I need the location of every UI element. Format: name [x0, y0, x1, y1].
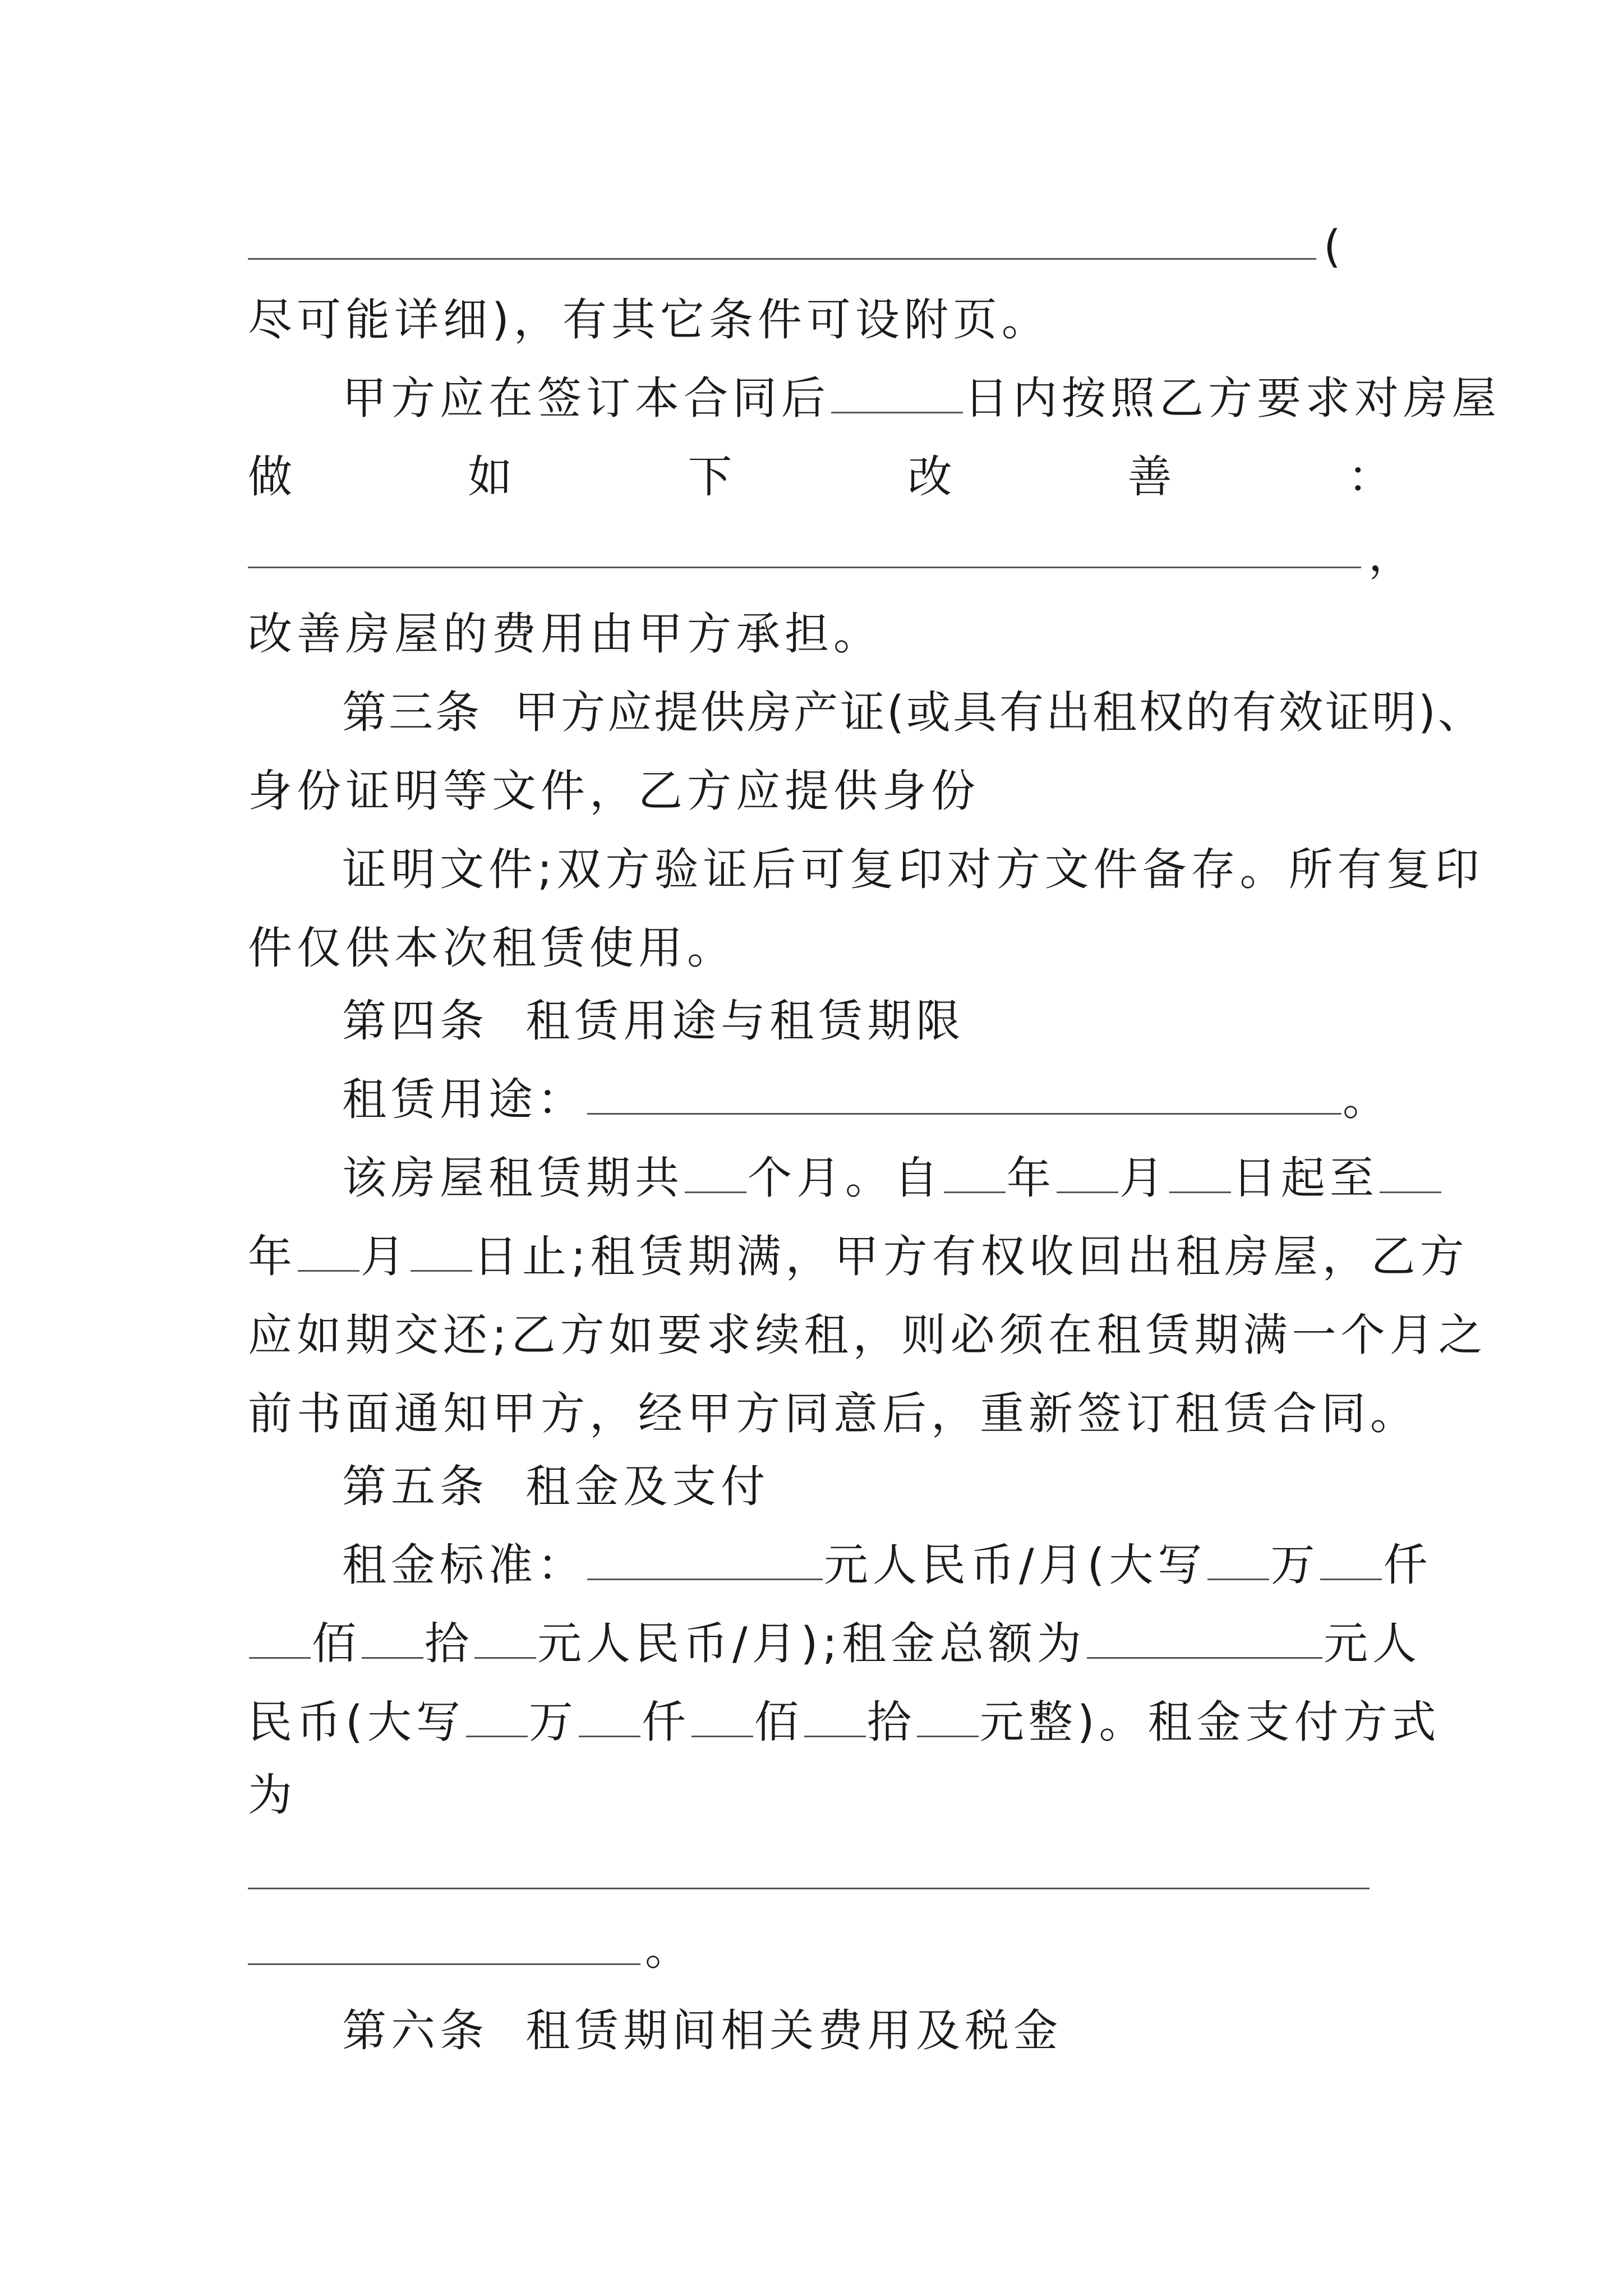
text: 第六条 租赁期间相关费用及税金: [342, 2005, 1063, 2056]
text: 月: [1119, 1152, 1168, 1204]
text: ，: [1368, 530, 1417, 581]
text: 改: [907, 451, 952, 503]
period: [645, 1904, 694, 1994]
text: 甲方应在签订本合同后: [342, 372, 830, 424]
text: 第三条 甲方应提供房产证(或具有出租权的有效证明)、: [342, 687, 1484, 738]
text: 第五条 租金及支付: [342, 1461, 770, 1512]
comma: [1368, 510, 1417, 600]
text: 个月。自: [748, 1152, 943, 1204]
line-14: [248, 1212, 1469, 1301]
line-20: [248, 1677, 1441, 1767]
text: 尽可能详细)，有其它条件可设附页。: [248, 294, 1050, 346]
text: 佰: [312, 1618, 361, 1669]
line-12: [342, 1055, 1391, 1144]
text: 善: [1127, 451, 1172, 503]
text: (: [1324, 221, 1345, 273]
text: 第四条 租赁用途与租赁期限: [342, 995, 965, 1047]
line-08: [248, 746, 980, 836]
article-5-heading: [342, 1442, 769, 1531]
blank-total-bai: [691, 1702, 753, 1737]
line-21: [248, 1750, 297, 1840]
text: 万: [1270, 1539, 1320, 1591]
blank-purpose: [587, 1079, 1341, 1115]
text: 日内按照乙方要求对房屋: [964, 372, 1501, 424]
blank-yuan: [474, 1623, 536, 1659]
blank-shi: [362, 1623, 423, 1659]
line-03: [342, 353, 1501, 443]
paren-open: [1324, 202, 1345, 292]
blank-bai: [249, 1623, 311, 1659]
text: 租金标准：: [342, 1539, 586, 1591]
blank-total-wan: [466, 1702, 528, 1737]
line-06: [248, 589, 882, 679]
text: 佰: [754, 1696, 803, 1748]
blank-line-details: [248, 258, 1316, 260]
text: ：: [1347, 451, 1392, 503]
text: 。: [645, 1924, 694, 1975]
text: 身份证明等文件，乙方应提供身份: [248, 765, 980, 817]
blank-total-qian: [579, 1702, 640, 1737]
blank-line-payment: [248, 1888, 1370, 1889]
blank-qian: [1320, 1545, 1382, 1580]
line-09: [342, 825, 1484, 914]
text: 应如期交还;乙方如要求续租，则必须在租赁期满一个月之: [248, 1309, 1487, 1361]
article-4-heading: [342, 976, 965, 1066]
text: 下: [688, 451, 732, 503]
text: 元人: [1324, 1618, 1422, 1669]
text: 如: [468, 451, 513, 503]
text: 月: [361, 1231, 409, 1282]
text: 万: [528, 1696, 578, 1748]
blank-total: [1087, 1623, 1322, 1659]
text: 租赁用途：: [342, 1074, 586, 1125]
blank-total-yuan: [917, 1702, 979, 1737]
text: 做: [248, 451, 292, 503]
blank-day: [1169, 1158, 1231, 1193]
text: 。: [1343, 1074, 1391, 1125]
text: 仟: [641, 1696, 690, 1748]
blank-line-improvements: [248, 567, 1361, 568]
text: 民币(大写: [248, 1696, 465, 1748]
text: 年: [1007, 1152, 1055, 1204]
blank-months: [685, 1158, 746, 1193]
text: 日止;租赁期满，甲方有权收回出租房屋，乙方: [473, 1231, 1469, 1282]
blank-end-year: [1380, 1158, 1441, 1193]
text: 件仅供本次租赁使用。: [248, 922, 736, 974]
text: 日起至: [1232, 1152, 1378, 1204]
text: 拾: [425, 1618, 473, 1669]
text: 年: [248, 1231, 297, 1282]
blank-year: [944, 1158, 1006, 1193]
line-02: [248, 275, 1050, 365]
article-6-heading: [342, 1986, 1062, 2076]
text: 元人民币/月(大写: [824, 1539, 1207, 1591]
line-15: [248, 1290, 1487, 1380]
blank-end-month: [298, 1236, 359, 1272]
blank-line-payment-2: [248, 1963, 640, 1965]
blank-days: [831, 378, 963, 413]
blank-end-day: [411, 1236, 472, 1272]
line-04: [248, 432, 1392, 522]
text: 元整)。租金支付方式: [979, 1696, 1441, 1748]
text: 元人民币/月);租金总额为: [537, 1618, 1086, 1669]
line-19: [248, 1599, 1421, 1688]
text: 仟: [1383, 1539, 1432, 1591]
text: 证明文件;双方验证后可复印对方文件备存。所有复印: [342, 844, 1484, 895]
blank-month: [1057, 1158, 1118, 1193]
text: 改善房屋的费用由甲方承担。: [248, 608, 882, 660]
article-3-heading: [342, 668, 1484, 757]
blank-rent: [587, 1545, 823, 1580]
blank-total-shi: [804, 1702, 866, 1737]
line-18: [342, 1520, 1432, 1610]
blank-wan: [1207, 1545, 1269, 1580]
text: 该房屋租赁期共: [342, 1152, 684, 1204]
text: 为: [248, 1769, 297, 1821]
line-13: [342, 1133, 1442, 1223]
text: 前书面通知甲方，经甲方同意后，重新签订租赁合同。: [248, 1388, 1419, 1439]
text: 拾: [866, 1696, 916, 1748]
